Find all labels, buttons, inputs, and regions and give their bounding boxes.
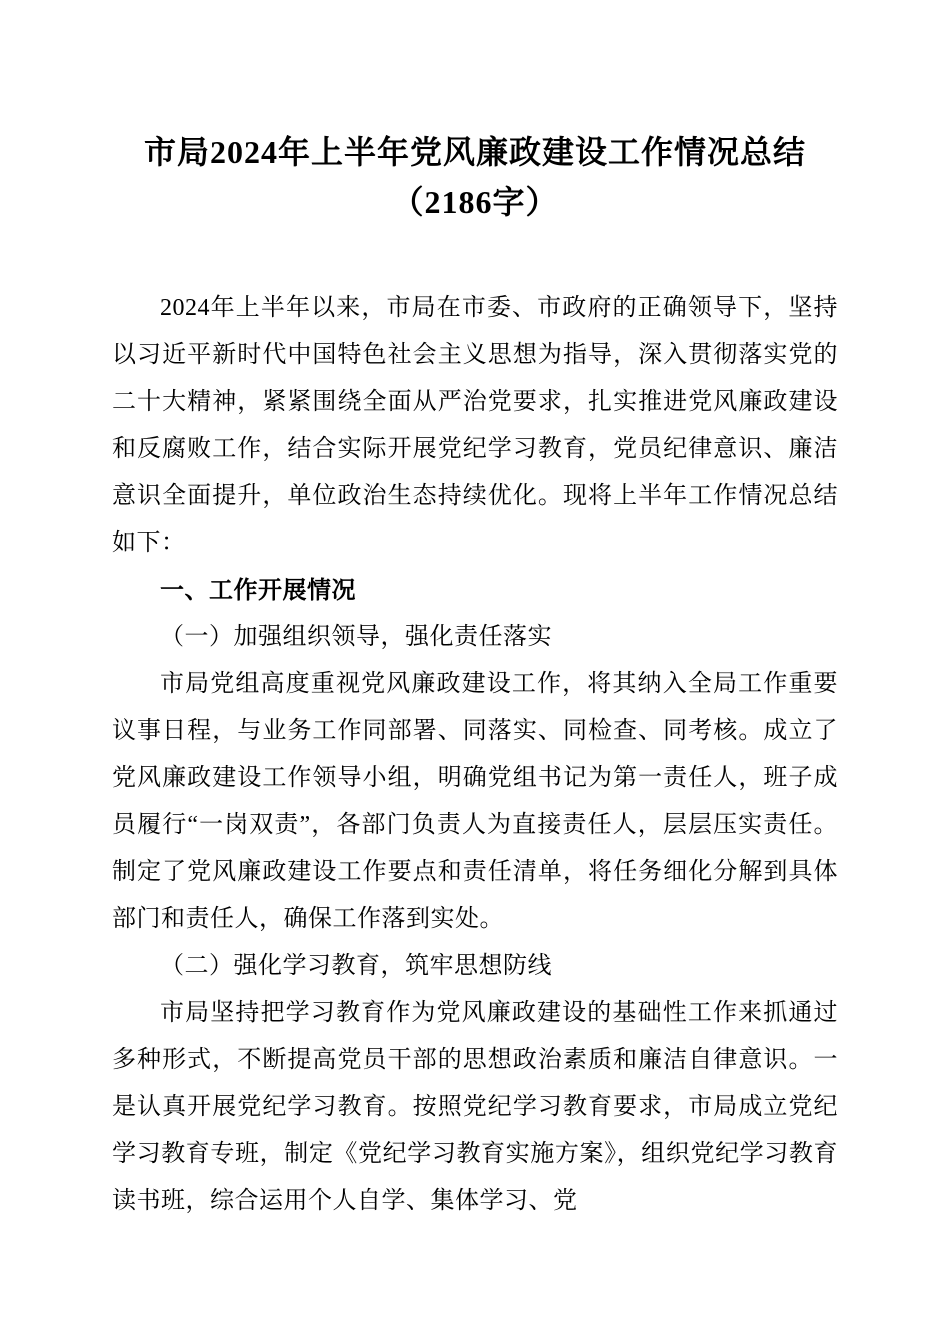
section-1-heading: 一、工作开展情况 (160, 577, 356, 605)
paragraph-intro: 2024年上半年以来，市局在市委、市政府的正确领导下，坚持以习近平新时代中国特色社会主义思想为指导，深入贯彻落实党的二十大精神，紧紧围绕全面从严治党要求，扎实推进党风廉政建设和反腐败工作，结合实际开展党纪学习教育，党员纪律意识、廉洁意识全面提升，单位政治生态持续优化。现将上半年工作情况总结如下： (112, 295, 838, 557)
subsection-1-1-paragraph: 市局党组高度重视党风廉政建设工作，将其纳入全局工作重要议事日程，与业务工作同部署、同落实、同检查、同考核。成立了党风廉政建设工作领导小组，明确党组书记为第一责任人，班子成员履行“一岗双责”，各部门负责人为直接责任人，层层压实责任。制定了党风廉政建设工作要点和责任清单，将任务细化分解到具体部门和责任人，确保工作落到实处。 (112, 671, 838, 933)
document-title: 市局2024年上半年党风廉政建设工作情况总结（2186字） (143, 134, 806, 220)
subsection-1-1-heading: （一）加强组织领导，强化责任落实 (160, 624, 552, 651)
subsection-1-2-heading: （二）强化学习教育，筑牢思想防线 (160, 953, 552, 980)
subsection-1-2-paragraph: 市局坚持把学习教育作为党风廉政建设的基础性工作来抓通过多种形式，不断提高党员干部的思想政治素质和廉洁自律意识。一是认真开展党纪学习教育。按照党纪学习教育要求，市局成立党纪学习教育专班，制定《党纪学习教育实施方案》，组织党纪学习教育读书班，综合运用个人自学、集体学习、党 (112, 1000, 838, 1215)
